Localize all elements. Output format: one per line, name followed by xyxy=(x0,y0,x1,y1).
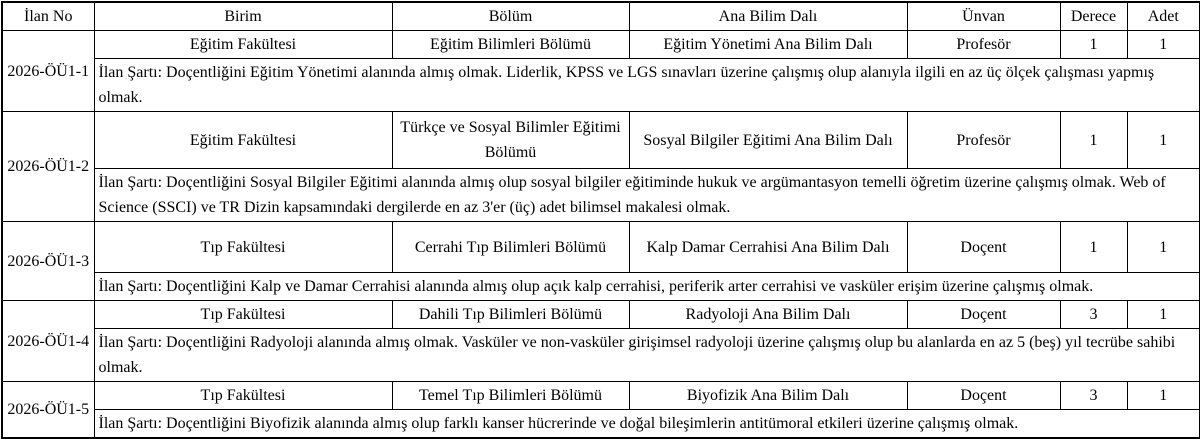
adet-cell: 1 xyxy=(1127,31,1200,59)
bolum-cell: Türkçe ve Sosyal Bilimler Eğitimi Bölümü xyxy=(392,112,629,169)
table-row-sart xyxy=(2,273,1200,301)
column-header-unvan: Ünvan xyxy=(907,2,1060,31)
table-row xyxy=(2,301,1200,329)
birim-cell: Eğitim Fakültesi xyxy=(94,31,392,59)
table-row-sart xyxy=(2,329,1200,382)
table-row xyxy=(2,382,1200,410)
column-header-bolum: Bölüm xyxy=(392,2,629,31)
table-row xyxy=(2,31,1200,59)
derece-cell: 3 xyxy=(1060,382,1127,410)
unvan-cell: Doçent xyxy=(907,222,1060,273)
posting-group-5 xyxy=(2,382,1200,439)
ana-bilim-dali-cell: Kalp Damar Cerrahisi Ana Bilim Dalı xyxy=(629,222,907,273)
birim-cell: Tıp Fakültesi xyxy=(94,301,392,329)
ilan-no-cell: 2026-ÖÜ1-1 xyxy=(2,31,94,112)
table-row-sart xyxy=(2,59,1200,112)
ana-bilim-dali-cell: Eğitim Yönetimi Ana Bilim Dalı xyxy=(629,31,907,59)
adet-cell: 1 xyxy=(1127,112,1200,169)
bolum-cell: Cerrahi Tıp Bilimleri Bölümü xyxy=(392,222,629,273)
posting-group-1 xyxy=(2,31,1200,112)
ana-bilim-dali-cell: Radyoloji Ana Bilim Dalı xyxy=(629,301,907,329)
ilan-no-cell: 2026-ÖÜ1-5 xyxy=(2,382,94,439)
table-row xyxy=(2,112,1200,169)
bolum-cell: Eğitim Bilimleri Bölümü xyxy=(392,31,629,59)
adet-cell: 1 xyxy=(1127,301,1200,329)
birim-cell: Tıp Fakültesi xyxy=(94,222,392,273)
job-postings-table xyxy=(1,1,1200,439)
table-header xyxy=(2,2,1200,31)
column-header-ana-bilim-dali: Ana Bilim Dalı xyxy=(629,2,907,31)
ilan-sarti-cell: İlan Şartı: Doçentliğini Radyoloji alanında almış olmak. Vasküler ve non-vasküler girişimsel radyoloji üzerine çalışmış olup bu alanlarda en az 5 (beş) yıl tecrübe sahibi olmak. xyxy=(94,329,1200,382)
derece-cell: 1 xyxy=(1060,31,1127,59)
ilan-sarti-cell: İlan Şartı: Doçentliğini Biyofizik alanında almış olup farklı kanser hücrerinde ve doğal bileşimlerin antitümoral etkileri üzerine çalışmış olmak. xyxy=(94,410,1200,439)
unvan-cell: Doçent xyxy=(907,382,1060,410)
posting-group-3 xyxy=(2,222,1200,301)
posting-group-2 xyxy=(2,112,1200,222)
posting-group-4 xyxy=(2,301,1200,382)
ilan-no-cell: 2026-ÖÜ1-4 xyxy=(2,301,94,382)
ana-bilim-dali-cell: Biyofizik Ana Bilim Dalı xyxy=(629,382,907,410)
adet-cell: 1 xyxy=(1127,222,1200,273)
ana-bilim-dali-cell: Sosyal Bilgiler Eğitimi Ana Bilim Dalı xyxy=(629,112,907,169)
ilan-no-cell: 2026-ÖÜ1-3 xyxy=(2,222,94,301)
birim-cell: Tıp Fakültesi xyxy=(94,382,392,410)
derece-cell: 3 xyxy=(1060,301,1127,329)
column-header-ilan-no: İlan No xyxy=(2,2,94,31)
table-row xyxy=(2,222,1200,273)
header-row xyxy=(2,2,1200,31)
column-header-adet: Adet xyxy=(1127,2,1200,31)
ilan-sarti-cell: İlan Şartı: Doçentliğini Eğitim Yönetimi alanında almış olmak. Liderlik, KPSS ve LGS sınavları üzerine çalışmış olup alanıyla ilgili en az üç ölçek çalışması yapmış olmak. xyxy=(94,59,1200,112)
bolum-cell: Dahili Tıp Bilimleri Bölümü xyxy=(392,301,629,329)
unvan-cell: Profesör xyxy=(907,112,1060,169)
unvan-cell: Profesör xyxy=(907,31,1060,59)
ilan-sarti-cell: İlan Şartı: Doçentliğini Sosyal Bilgiler Eğitimi alanında almış olup sosyal bilgiler eğitiminde hukuk ve argümantasyon temelli öğretim üzerine çalışmış olmak. Web of Science (SSCI) ve TR Dizin kapsamındaki dergilerde en az 3'er (üç) adet bilimsel makalesi olmak. xyxy=(94,169,1200,222)
ilan-sarti-cell: İlan Şartı: Doçentliğini Kalp ve Damar Cerrahisi alanında almış olup açık kalp cerrahisi, periferik arter cerrahisi ve vasküler erişim üzerine çalışmış olmak. xyxy=(94,273,1200,301)
birim-cell: Eğitim Fakültesi xyxy=(94,112,392,169)
derece-cell: 1 xyxy=(1060,222,1127,273)
column-header-birim: Birim xyxy=(94,2,392,31)
column-header-derece: Derece xyxy=(1060,2,1127,31)
unvan-cell: Doçent xyxy=(907,301,1060,329)
bolum-cell: Temel Tıp Bilimleri Bölümü xyxy=(392,382,629,410)
table-row-sart xyxy=(2,169,1200,222)
ilan-no-cell: 2026-ÖÜ1-2 xyxy=(2,112,94,222)
derece-cell: 1 xyxy=(1060,112,1127,169)
adet-cell: 1 xyxy=(1127,382,1200,410)
